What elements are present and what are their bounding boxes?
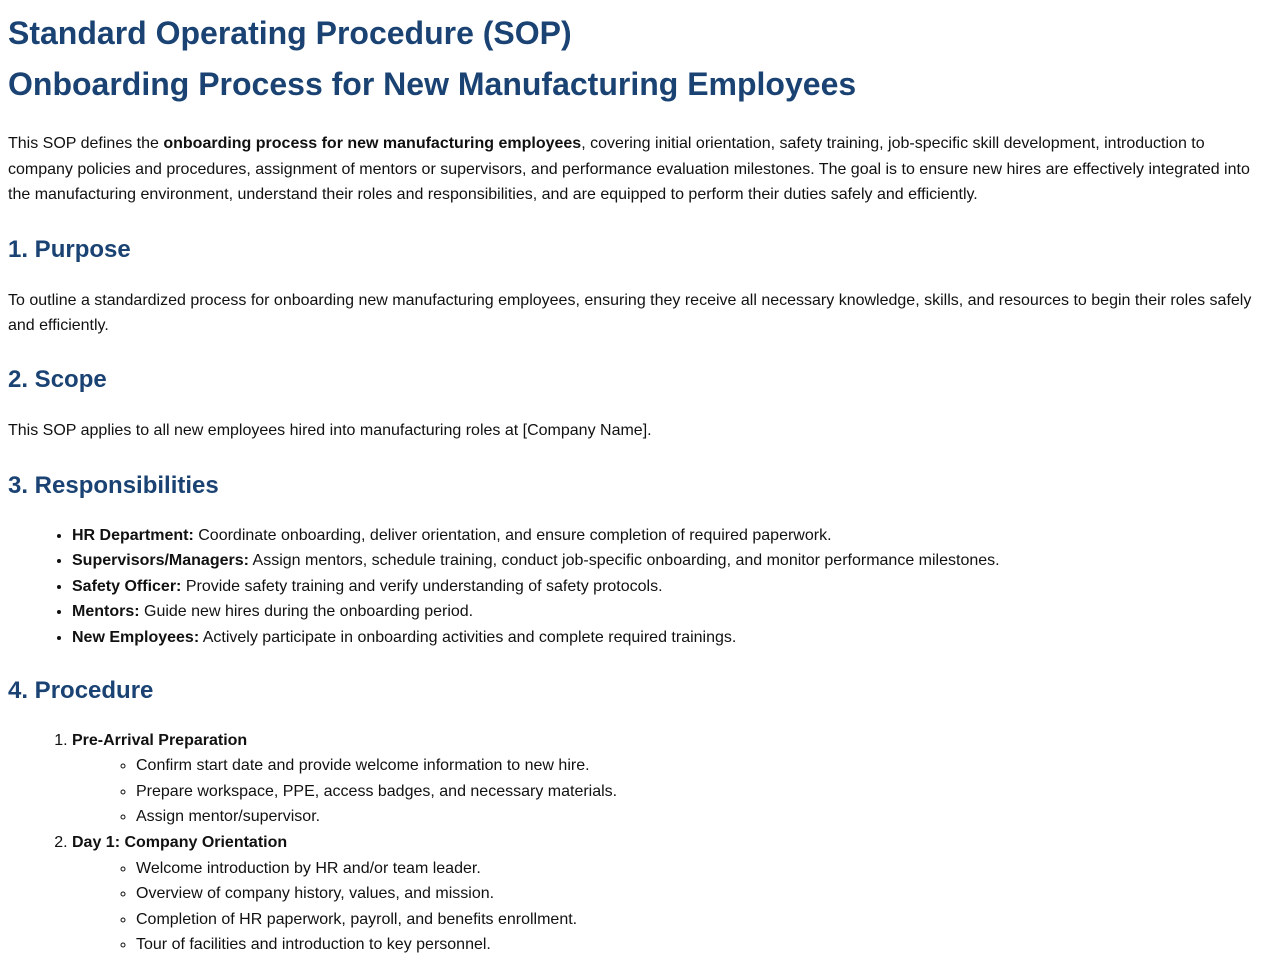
responsibilities-list xyxy=(8,523,1255,651)
procedure-step xyxy=(72,830,1255,958)
list-item: ◦ Tour of facilities and introduction to key personnel. xyxy=(136,932,1255,958)
intro-bold: onboarding process for new manufacturing employees xyxy=(163,135,582,152)
intro-rest: , covering initial orientation, safety training, job-specific skill development, introduction to company policies and procedures, assignment of mentors or supervisors, and performance evaluation milestones. The goal is to ensure new hires are effectively integrated into the manufacturing environment, understand their roles and responsibilities, and are equipped to perform their duties safely and efficiently. xyxy=(8,135,1250,204)
procedure-step xyxy=(72,728,1255,830)
list-item: ◦ Welcome introduction by HR and/or team leader. xyxy=(136,856,1255,882)
step-substeps xyxy=(72,753,1255,830)
intro-lead: This SOP defines the xyxy=(8,135,164,152)
list-item: ◦ Completion of HR paperwork, payroll, and benefits enrollment. xyxy=(136,907,1255,933)
procedure-heading: 4. Procedure xyxy=(8,676,154,704)
list-item: ◦ Confirm start date and provide welcome information to new hire. xyxy=(136,753,1255,779)
role-label: Supervisors/Managers: xyxy=(72,552,249,570)
role-description: Provide safety training and verify understanding of safety protocols. xyxy=(181,577,663,595)
step-title: Day 1: Company Orientation xyxy=(72,833,288,851)
scope-text: This SOP applies to all new employees hired into manufacturing roles at [Company Name]. xyxy=(8,421,652,439)
document-title: Standard Operating Procedure (SOP) xyxy=(8,15,572,51)
scope-heading: 2. Scope xyxy=(8,365,107,393)
document-subtitle: Onboarding Process for New Manufacturing Employees xyxy=(8,66,857,102)
role-label: HR Department: xyxy=(72,526,194,544)
list-item: ◦ Assign mentor/supervisor. xyxy=(136,804,1255,830)
list-item xyxy=(72,574,1255,600)
intro-paragraph xyxy=(8,131,1255,208)
list-item xyxy=(72,548,1255,574)
role-label: Mentors: xyxy=(72,603,140,621)
role-label: Safety Officer: xyxy=(72,577,182,595)
procedure-steps xyxy=(8,728,1255,958)
role-description: Guide new hires during the onboarding period. xyxy=(139,603,474,621)
purpose-heading: 1. Purpose xyxy=(8,235,131,263)
step-title: Pre-Arrival Preparation xyxy=(72,731,248,749)
list-item xyxy=(72,625,1255,651)
role-description: Assign mentors, schedule training, conduct job-specific onboarding, and monitor performance milestones. xyxy=(248,552,1000,570)
role-description: Actively participate in onboarding activities and complete required trainings. xyxy=(199,628,737,646)
list-item: ◦ Overview of company history, values, and mission. xyxy=(136,881,1255,907)
list-item xyxy=(72,523,1255,549)
list-item: ◦ Prepare workspace, PPE, access badges, and necessary materials. xyxy=(136,779,1255,805)
step-substeps xyxy=(72,856,1255,958)
list-item xyxy=(72,599,1255,625)
responsibilities-heading: 3. Responsibilities xyxy=(8,471,219,499)
purpose-text: To outline a standardized process for onboarding new manufacturing employees, ensuring they receive all necessary knowledge, skills, and resources to begin their roles safely and efficiently. xyxy=(8,291,1252,335)
role-description: Coordinate onboarding, deliver orientation, and ensure completion of required paperwork. xyxy=(193,526,832,544)
role-label: New Employees: xyxy=(72,628,200,646)
